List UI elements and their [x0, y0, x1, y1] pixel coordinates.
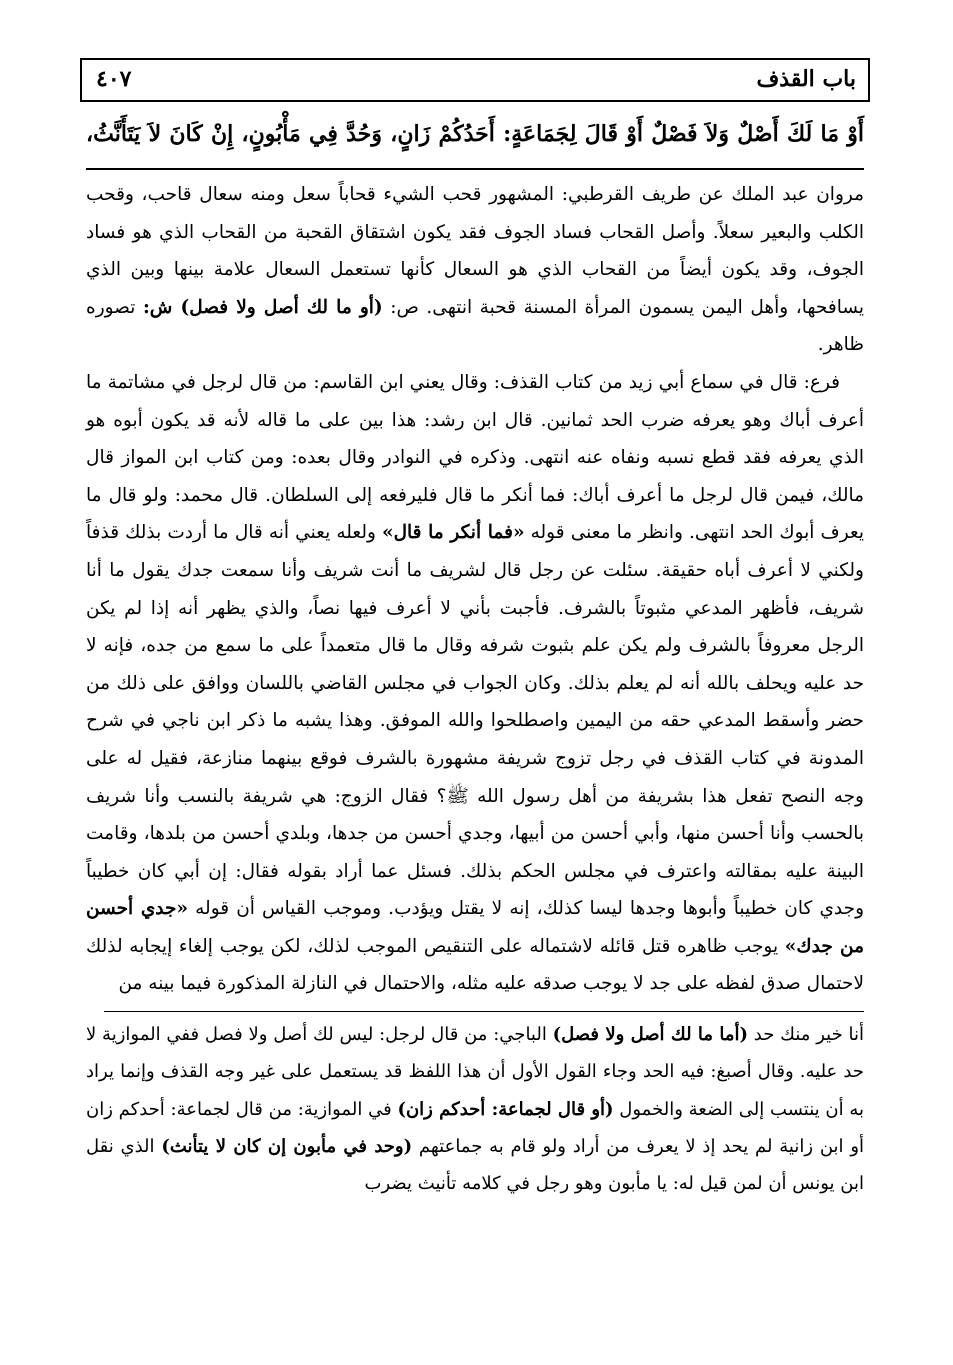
page: [80, 58, 870, 1203]
quoted-matn: (وحد في مأبون إن كان لا يتأنث): [161, 1135, 413, 1157]
divider-top: [86, 168, 864, 170]
commentary-paragraph-1: [86, 176, 864, 364]
text-run: يوجب ظاهره قتل قائله لاشتماله على التنقيص الموجب لذلك، لكن يوجب إلغاء إيجابه لذلك لاحتمال صدق لفظه على جد لا يوجب صدقه عليه مثله، والاحتمال في النازلة المذكورة فيما بينه من: [86, 935, 864, 995]
divider-footnotes: [104, 1011, 864, 1012]
text-run: في الموازية: من قال لجماعة: أحدكم زان أو ابن زانية لم يحد إذ لا يعرف من أراد ولو قام به جماعتهم: [86, 1098, 865, 1157]
quoted-phrase: «فما أنكر ما قال»: [382, 522, 525, 544]
quoted-matn: (أو ما لك أصل ولا فصل) ش:: [142, 296, 383, 318]
text-run: ولعله يعني أنه قال ما أردت بذلك قذفاً ولكني لا أعرف أباه حقيقة. سئلت عن رجل قال لشريف ما أنت شريف وأنا سمعت جدك يقول ما أنا شريف، فأظهر المدعي مثبوتاً بالشرف. فأجبت بأني لا أعرف فيها نصاً، والذي يظهر أنه إذا لم يكن الرجل معروفاً بالشرف ولم يكن علم بثبوت شرفه وقال ما قال متعمداً على ما سمع من جده، فإنه لا حد عليه ويحلف بالله أنه لم يعلم بذلك. وكان الجواب في مجلس القاضي باللسان ووافق على ذلك من حضر وأسقط المدعي حقه من اليمين واصطلحوا والله الموفق. وهذا يشبه ما ذكر ابن ناجي في شرح المدونة في كتاب القذف في رجل تزوج شريفة مشهورة بالشرف فوقع بينهما منازعة، فقيل له على وجه النصح تفعل هذا بشريفة من أهل رسول الله ﷺ؟ فقال الزوج: هي شريفة بالنسب وأنا شريف بالحسب وأنا أحسن منها، وأبي أحسن من أبيها، وجدي أحسن من جدها، وبلدي أحسن من بلدها، وقامت البينة عليه بمقالته واعترف في مجلس الحكم بذلك. فسئل عما أراد بقوله فقال: إن أبي كان خطيباً وجدي كان خطيباً وأبوها وجدها ليسا كذلك، إنه لا يقتل ويؤدب. وموجب القياس أن قوله: [86, 522, 865, 920]
commentary-paragraph-2: [86, 364, 864, 1003]
text-run: الذي نقل ابن يونس أن لمن قيل له: يا مأبون وهو رجل في كلامه تأنيث يضرب: [86, 1135, 864, 1195]
quoted-phrase: «جدي أحسن من جدك»: [86, 898, 865, 957]
text-run: مروان عبد الملك عن طريف القرطبي: المشهور قحب الشيء قحاباً سعل ومنه سعال قاحب، وقحب الكلب والبعير سعلاً. وأصل القحاب فساد الجوف فقد يكون اشتقاق القحبة من القحاب الذي هو فساد الجوف، وقد يكون أيضاً من القحاب الذي هو السعال كأنها تستعمل السعال علامة بينها وبين الذي يسافحها، وأهل اليمن يسمون المرأة المسنة قحبة انتهى. ص:: [86, 184, 864, 318]
text-run: تصوره ظاهر.: [86, 296, 864, 356]
commentary-sharh: [80, 176, 870, 1003]
text-run: الباجي: من قال لرجل: ليس لك أصل ولا فصل ففي الموازية لا حد عليه. وقال أصبغ: فيه الحد وجاء القول الأول أن هذا اللفظ قد يستعمل على غير وجه القذف وإنما يراد به أن ينتسب إلى الضعة والخمول: [86, 1024, 865, 1120]
quoted-matn: (أما ما لك أصل ولا فصل): [552, 1024, 748, 1046]
text-run: فرع: قال في سماع أبي زيد من كتاب القذف: وقال يعني ابن القاسم: من قال لرجل في مشاتمة ما أعرف أباك وهو يعرفه ضرب الحد ثمانين. قال ابن رشد: هذا بين على ما قاله لأنه قد يكون أبوه هو الذي يعرفه فقد قطع نسبه ونفاه عنه انتهى. وذكره في النوادر وقال بعده: ومن كتاب ابن المواز قال مالك، فيمن قال لرجل ما أعرف أباك: فما أنكر ما قال فليرفعه إلى السلطان. قال محمد: ولو قال ما يعرف أبوك الحد انتهى. وانظر ما معنى قوله: [86, 371, 865, 544]
text-run: أنا خير منك حد: [748, 1024, 864, 1046]
main-text-matn: أَوْ مَا لَكَ أَصْلٌ وَلاَ فَصْلٌ أَوْ قَالَ لِجَمَاعَةٍ: أَحَدُكُمْ زَانٍ، وَحُدَّ فِي مَأْبُونٍ، إِنْ كَانَ لاَ يَتَأَنَّثُ،: [86, 121, 864, 147]
footnotes: [80, 1016, 870, 1202]
footnote-paragraph: [86, 1016, 864, 1202]
page-number: ٤٠٧: [96, 66, 132, 92]
quoted-matn: (أو قال لجماعة: أحدكم زان): [397, 1098, 614, 1120]
running-header: [80, 58, 870, 102]
chapter-title: باب القذف: [756, 66, 856, 92]
